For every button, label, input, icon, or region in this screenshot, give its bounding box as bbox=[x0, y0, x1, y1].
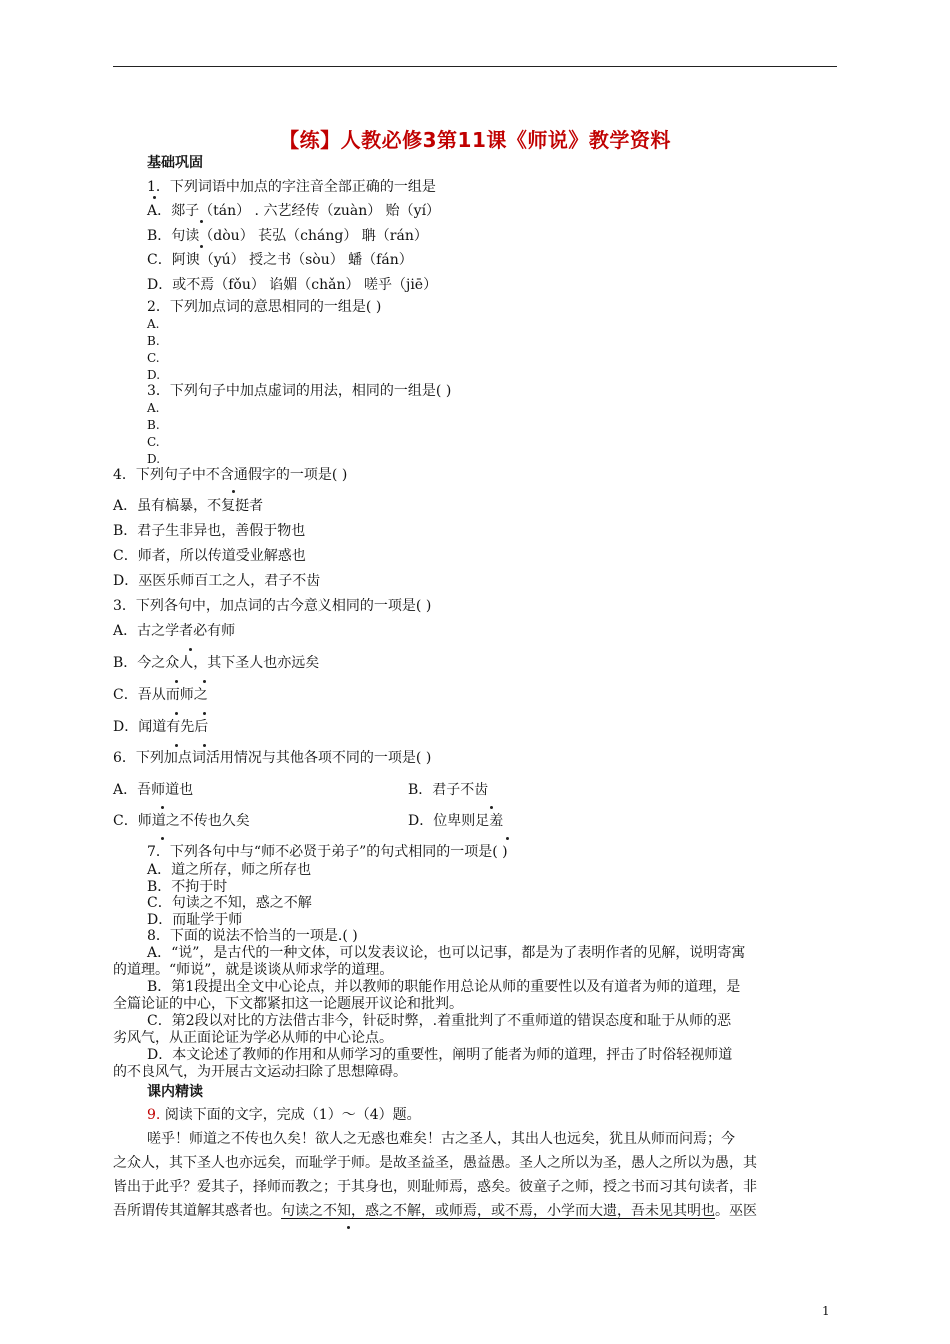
q4-option-d: D．巫医乐师百工之人，君子不齿 bbox=[113, 573, 321, 589]
q2-option-b: B. bbox=[147, 334, 160, 348]
emphasis-dot bbox=[161, 837, 164, 840]
q7-option-d: D．而耻学于师 bbox=[147, 912, 243, 928]
page-title: 【练】人教必修3第11课《师说》教学资料 bbox=[279, 128, 671, 152]
q9-stem-line bbox=[147, 1106, 421, 1124]
q8-option-a: A．“说”，是古代的一种文体，可以发表议论，也可以记事，都是为了表明作者的见解，说明寄寓 bbox=[147, 945, 746, 961]
q6-option-d: D．位卑则足羞 bbox=[408, 813, 504, 829]
q8-option-c: C．第2段以对比的方法借古非今，针砭时弊，.着重批判了不重师道的错误态度和耻于从师的恶 bbox=[147, 1013, 732, 1029]
q8-option-d: D．本文论述了教师的作用和从师学习的重要性，阐明了能者为师的道理，抨击了时俗轻视师道 bbox=[147, 1047, 733, 1063]
q3-stem: 3．下列句子中加点虚词的用法，相同的一组是( ) bbox=[147, 383, 452, 399]
emphasis-dot bbox=[203, 744, 206, 747]
q8-option-b-cont: 全篇论证的中心，下文都紧扣这一论题展开议论和批判。 bbox=[113, 996, 463, 1012]
q5-option-d: D．闻道有先后 bbox=[113, 719, 209, 735]
section-heading-reading: 课内精读 bbox=[147, 1084, 203, 1100]
q6-option-b: B．君子不齿 bbox=[408, 782, 489, 798]
q1-option-a: A．郯子（tán） . 六艺经传（zuàn） 贻（yí） bbox=[147, 203, 441, 219]
q9-passage-line-2: 之众人，其下圣人也亦远矣，而耻学于师。是故圣益圣，愚益愚。圣人之所以为圣，愚人之所以为愚，其 bbox=[113, 1155, 757, 1171]
q5-stem: 3．下列各句中，加点词的古今意义相同的一项是( ) bbox=[113, 598, 432, 614]
emphasis-dot bbox=[161, 806, 164, 809]
emphasis-dot bbox=[347, 1226, 350, 1229]
q3-option-c: C. bbox=[147, 435, 160, 449]
q2-option-d: D. bbox=[147, 368, 161, 382]
q8-option-c-cont: 劣风气，从正面论证为学必从师的中心论点。 bbox=[113, 1030, 393, 1046]
emphasis-dot bbox=[232, 490, 235, 493]
emphasis-dot bbox=[189, 648, 192, 651]
page-number: 1 bbox=[822, 1304, 830, 1318]
section-heading-basic: 基础巩固 bbox=[147, 155, 203, 171]
q4-option-b: B．君子生非异也，善假于物也 bbox=[113, 523, 306, 539]
emphasis-dot bbox=[203, 712, 206, 715]
q8-stem: 8．下面的说法不恰当的一项是.( ) bbox=[147, 928, 358, 944]
q9-underlined-sentence: 句读之不知，惑之不解，或师焉，或不焉，小学而大遗，吾未见其明也 bbox=[281, 1203, 715, 1219]
q9-passage-line-1: 嗟乎！师道之不传也久矣！欲人之无惑也难矣！古之圣人，其出人也远矣，犹且从师而问焉；今 bbox=[147, 1131, 735, 1147]
q1-option-d: D．或不焉（fǒu） 谄媚（chǎn） 嗟乎（jiē） bbox=[147, 277, 438, 293]
q7-option-b: B．不拘于时 bbox=[147, 879, 228, 895]
q7-option-a: A．道之所存，师之所存也 bbox=[147, 862, 312, 878]
emphasis-dot bbox=[153, 196, 156, 199]
q4-stem: 4．下列句子中不含通假字的一项是( ) bbox=[113, 467, 348, 483]
q9-stem: 阅读下面的文字，完成（1）～（4）题。 bbox=[164, 1107, 421, 1123]
q4-option-a: A．虽有槁暴，不复挺者 bbox=[113, 498, 264, 514]
q2-option-c: C. bbox=[147, 351, 160, 365]
q4-option-c: C．师者，所以传道受业解惑也 bbox=[113, 548, 306, 564]
q2-option-a: A. bbox=[147, 317, 160, 331]
q5-option-c: C．吾从而师之 bbox=[113, 687, 208, 703]
emphasis-dot bbox=[490, 806, 493, 809]
emphasis-dot bbox=[175, 744, 178, 747]
q3-option-b: B. bbox=[147, 418, 160, 432]
q8-option-a-cont: 的道理。“师说”，就是谈谈从师求学的道理。 bbox=[113, 962, 394, 978]
q7-option-c: C．句读之不知，惑之不解 bbox=[147, 895, 312, 911]
q9-number: 9. bbox=[147, 1107, 161, 1123]
q9-passage-tail: 。巫医 bbox=[715, 1203, 757, 1219]
q9-passage-line-3: 皆出于此乎？爱其子，择师而教之；于其身也，则耻师焉，惑矣。彼童子之师，授之书而习其句读者，非 bbox=[113, 1179, 757, 1195]
q9-passage-text: 吾所谓传其道解其惑者也。 bbox=[113, 1203, 281, 1219]
q9-passage-line-4 bbox=[113, 1202, 757, 1220]
emphasis-dot bbox=[506, 837, 509, 840]
emphasis-dot bbox=[175, 680, 178, 683]
emphasis-dot bbox=[203, 680, 206, 683]
q8-option-b: B．第1段提出全文中心论点，并以教师的职能作用总论从师的重要性以及有道者为师的道理，是 bbox=[147, 979, 741, 995]
emphasis-dot bbox=[200, 245, 203, 248]
q1-option-c: C．阿谀（yú） 授之书（sòu） 蟠（fán） bbox=[147, 252, 413, 268]
q8-option-d-cont: 的不良风气，为开展古文运动扫除了思想障碍。 bbox=[113, 1064, 407, 1080]
q3-option-a: A. bbox=[147, 401, 160, 415]
emphasis-dot bbox=[175, 712, 178, 715]
q1-option-b: B．句读（dòu） 苌弘（cháng） 聃（rán） bbox=[147, 228, 428, 244]
header-rule bbox=[113, 66, 837, 67]
q3-option-d: D. bbox=[147, 452, 161, 466]
q6-option-c: C．师道之不传也久矣 bbox=[113, 813, 250, 829]
q7-stem: 7．下列各句中与“师不必贤于弟子”的句式相同的一项是( ) bbox=[147, 844, 508, 860]
q5-option-a: A．古之学者必有师 bbox=[113, 623, 236, 639]
emphasis-dot bbox=[200, 220, 203, 223]
q6-stem: 6．下列加点词活用情况与其他各项不同的一项是( ) bbox=[113, 750, 432, 766]
q5-option-b: B．今之众人，其下圣人也亦远矣 bbox=[113, 655, 320, 671]
q2-stem: 2．下列加点词的意思相同的一组是( ) bbox=[147, 299, 382, 315]
q1-stem: 1．下列词语中加点的字注音全部正确的一组是 bbox=[147, 179, 436, 195]
q6-option-a: A．吾师道也 bbox=[113, 782, 194, 798]
